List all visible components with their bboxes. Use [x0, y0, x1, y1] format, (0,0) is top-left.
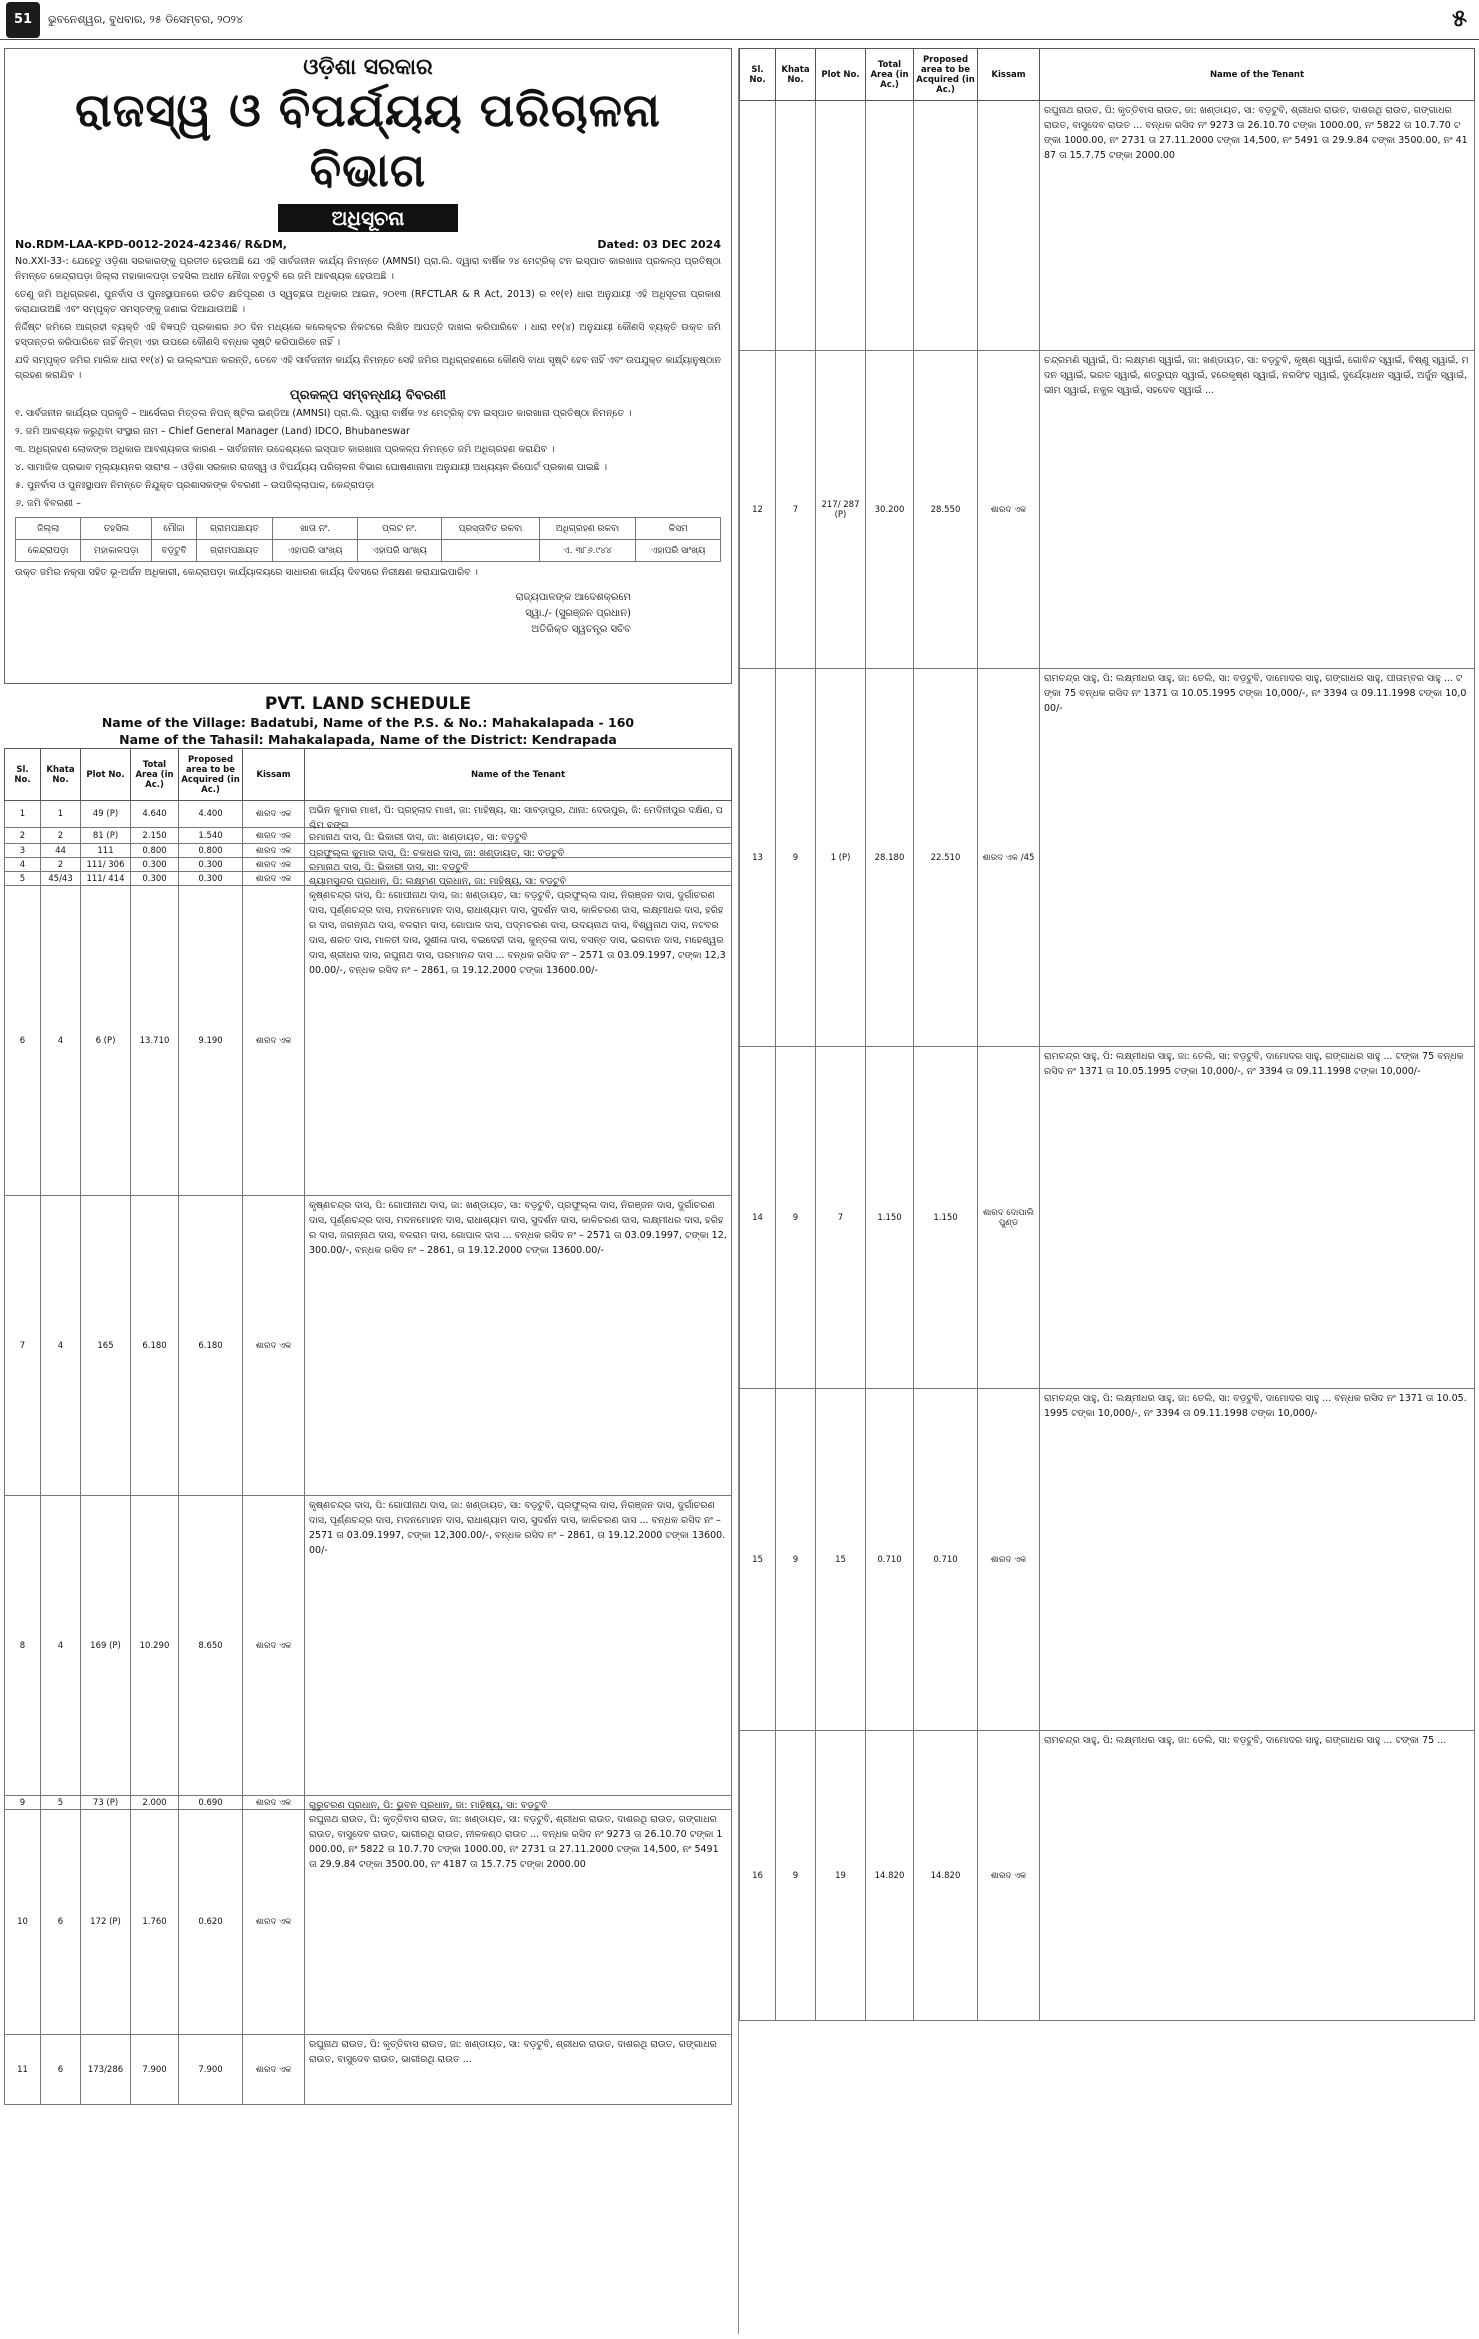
khata-no-cell: 6 [41, 1810, 81, 2035]
schedule-header-row [740, 49, 1475, 101]
proposed-area-cell: 14.820 [914, 1731, 978, 2021]
proposed-area-cell: 8.650 [179, 1496, 243, 1796]
column-header: Kissam [243, 749, 305, 801]
land-summary-cell: ଜିଲ୍ଲା [16, 518, 81, 540]
notification-block [4, 48, 732, 684]
total-area-cell: 4.640 [131, 801, 179, 828]
column-header: Sl. No. [5, 749, 41, 801]
left-column [4, 48, 732, 2334]
column-header: Total Area (in Ac.) [866, 49, 914, 101]
plot-no-cell: 49 (P) [81, 801, 131, 828]
kissam-cell: ଶାରଦ ଏକ [978, 1389, 1040, 1731]
tenant-cell [305, 1810, 732, 2035]
kissam-cell: ଶାରଦ ଏକ [243, 1496, 305, 1796]
tenant-names: କୃଷ୍ଣଚନ୍ଦ୍ର ଦାସ, ପି: ଗୋପୀନାଥ ଦାସ, ଜା: ଖଣ୍ଡାୟତ, ସା: ବଡ଼ଟୁବି, ପ୍ରଫୁଲ୍ଲ ଦାସ, ନିରଞ୍ଜନ ଦାସ, ଦୁର୍ଗାଚରଣ ଦାସ, ପୂର୍ଣ୍ଣଚନ୍ଦ୍ର ଦାସ, ମଦନମୋହନ ଦାସ, ରାଧାଶ୍ୟାମ ଦାସ, ସୁଦର୍ଶନ ଦାସ, କାଳିଚରଣ ଦାସ, ଲକ୍ଷ୍ମୀଧର ଦାସ, ହରିହର ଦାସ, ଜଗନ୍ନାଥ ଦାସ, ବଳରାମ ଦାସ, ଗୋପାଳ ଦାସ ... ବନ୍ଧକ ରସିଦ ନଂ – 2571 ତା 03.09.1997, ଟଙ୍କା 12,300.00/-, ବନ୍ଧକ ରସିଦ ନଂ – 2861, ତା 19.12.2000 ଟଙ୍କା 13600.00/- [309, 1200, 727, 1256]
khata-no-cell: 9 [776, 1047, 816, 1389]
notice-paragraph: No.XXI-33-: ଯେହେତୁ ଓଡ଼ିଶା ସରକାରଙ୍କୁ ପ୍ରତୀତ ହେଉଅଛି ଯେ ଏହି ସାର୍ବଜନୀନ କାର୍ଯ୍ୟ ନିମନ୍ତେ (AMNSI) ପ୍ରା.ଲି. ଦ୍ୱାରା ବାର୍ଷିକ ୨୪ ମେଟ୍ରିକ୍ ଟନ ଇସ୍ପାତ କାରଖାନା ପ୍ରକଳ୍ପ ପ୍ରତିଷ୍ଠା ନିମନ୍ତେ କେନ୍ଦ୍ରାପଡ଼ା ଜିଲ୍ଲା ମହାକାଳପଡ଼ା ତହସିଲ ଅଧୀନ ମୌଜା ବଡ଼ଟୁବି ରେ ଜମି ଆବଶ୍ୟକ ହେଉଅଛି । [15, 256, 721, 282]
plot-no-cell: 169 (P) [81, 1496, 131, 1796]
tenant-names: ରଘୁନାଥ ରାଉତ, ପି: କୃତ୍ତିବାସ ରାଉତ, ଜା: ଖଣ୍ଡାୟତ, ସା: ବଡ଼ଟୁବି, ଶ୍ରୀଧର ରାଉତ, ଦାଶରଥି ରାଉତ, ଗଙ୍ଗାଧର ରାଉତ, ବାସୁଦେବ ରାଉତ, ଭାଗୀରଥି ରାଉତ, ନୀଳକଣ୍ଠ ରାଉତ ... ବନ୍ଧକ ରସିଦ ନଂ 9273 ତା 26.10.70 ଟଙ୍କା 1000.00, ନଂ 5822 ତା 10.7.70 ଟଙ୍କା 1000.00, ନଂ 2731 ତା 27.11.2000 ଟଙ୍କା 14,500, ନଂ 5491 ତା 29.9.84 ଟଙ୍କା 3500.00, ନଂ 4187 ତା 15.7.75 ଟଙ୍କା 2000.00 [309, 1814, 723, 1870]
land-summary-cell: ଏ. ୩୮୬.୯୪୪ [539, 540, 636, 562]
schedule-row [5, 858, 732, 872]
schedule-row [5, 1496, 732, 1796]
sl-no-cell [740, 101, 776, 351]
sl-no-cell: 16 [740, 1731, 776, 2021]
khata-no-cell: 4 [41, 1196, 81, 1496]
schedule-row [740, 1047, 1475, 1389]
plot-no-cell: 19 [816, 1731, 866, 2021]
tenant-cell [305, 1796, 732, 1810]
tenant-names: ରମାନାଥ ଦାସ, ପି: ଭିକାରୀ ଦାସ, ସା: ବଡ଼ଟୁବି [309, 862, 469, 873]
total-area-cell: 10.290 [131, 1496, 179, 1796]
schedule-row [5, 801, 732, 828]
tenant-names: ରାମଚନ୍ଦ୍ର ସାହୁ, ପି: ଲକ୍ଷ୍ମୀଧର ସାହୁ, ଜା: ତେଲି, ସା: ବଡ଼ଟୁବି, ଦାମୋଦର ସାହୁ, ଗଙ୍ଗାଧର ସାହୁ ... ଟଙ୍କା 75 ... [1044, 1735, 1447, 1746]
kissam-cell: ଶାରଦ ଏକ [243, 872, 305, 886]
tenant-cell [1040, 1389, 1475, 1731]
sl-no-cell: 8 [5, 1496, 41, 1796]
land-summary-cell: ଗ୍ରାମପଞ୍ଚାୟତ [196, 540, 273, 562]
khata-no-cell: 9 [776, 1731, 816, 2021]
department-name: ରାଜସ୍ୱ ଓ ବିପର୍ଯ୍ୟୟ ପରିଚାଳନା ବିଭାଗ [75, 83, 661, 197]
tenant-names: ଗୁରୁଚରଣ ପ୍ରଧାନ, ପି: ଭୁବନ ପ୍ରଧାନ, ଜା: ମାହିଷ୍ୟ, ସା: ବଡ଼ଟୁବି [309, 1800, 548, 1811]
summary-title: ପ୍ରକଳ୍ପ ସମ୍ବନ୍ଧୀୟ ବିବରଣୀ [290, 388, 446, 403]
proposed-area-cell: 4.400 [179, 801, 243, 828]
land-summary-cell: ଖାତା ନଂ. [273, 518, 357, 540]
schedule-row [5, 1796, 732, 1810]
tenant-cell [305, 1496, 732, 1796]
proposed-area-cell: 1.150 [914, 1047, 978, 1389]
total-area-cell: 2.000 [131, 1796, 179, 1810]
signature-line: ରାଜ୍ୟପାଳଙ୍କ ଆଦେଶକ୍ରମେ [515, 592, 631, 603]
proposed-area-cell: 0.300 [179, 858, 243, 872]
total-area-cell: 13.710 [131, 886, 179, 1196]
kissam-cell: ଶାରଦ ଦୋପାଲି ପୁଣ୍ଡ [978, 1047, 1040, 1389]
tenant-cell [305, 858, 732, 872]
sl-no-cell: 4 [5, 858, 41, 872]
total-area-cell: 6.180 [131, 1196, 179, 1496]
sl-no-cell: 5 [5, 872, 41, 886]
column-header: Khata No. [41, 749, 81, 801]
proposed-area-cell [914, 101, 978, 351]
sl-no-cell: 12 [740, 351, 776, 669]
tenant-cell [305, 828, 732, 844]
schedule-header-row [5, 749, 732, 801]
schedule-row [5, 1810, 732, 2035]
signature-line: ଅତିରିକ୍ତ ସ୍ୱତନ୍ତ୍ର ସଚିବ [531, 624, 631, 635]
notice-paragraph: ନିର୍ଦ୍ଦିଷ୍ଟ ଜମିରେ ଆଗ୍ରହୀ ବ୍ୟକ୍ତି ଏହି ବିଜ୍ଞପ୍ତି ପ୍ରକାଶର ୬୦ ଦିନ ମଧ୍ୟରେ କଲେକ୍ଟର ନିକଟରେ ଲିଖିତ ଆପତ୍ତି ଦାଖଲ କରିପାରିବେ । ଧାରା ୧୧(୪) ଅନୁଯାୟୀ କୌଣସି ବ୍ୟକ୍ତି ଉକ୍ତ ଜମି ହସ୍ତାନ୍ତର କରିପାରିବେ ନାହିଁ କିମ୍ବା ଏହା ଉପରେ କୌଣସି ବନ୍ଧକ ସୃଷ୍ଟି କରିପାରିବେ ନାହିଁ । [15, 322, 721, 348]
plot-no-cell: 173/286 [81, 2035, 131, 2105]
khata-no-cell: 6 [41, 2035, 81, 2105]
plot-no-cell [816, 101, 866, 351]
plot-no-cell: 172 (P) [81, 1810, 131, 2035]
schedule-row [740, 1389, 1475, 1731]
land-summary-cell: ତହସିଲ [81, 518, 152, 540]
khata-no-cell: 1 [41, 801, 81, 828]
plot-no-cell: 111 [81, 844, 131, 858]
proposed-area-cell: 1.540 [179, 828, 243, 844]
kissam-cell: ଶାରଦ ଏକ /45 [978, 669, 1040, 1047]
khata-no-cell: 2 [41, 858, 81, 872]
khata-no-cell: 9 [776, 1389, 816, 1731]
column-header: Plot No. [816, 49, 866, 101]
signature-line: ସ୍ୱା./- (ସୁରଞ୍ଜନ ପ୍ରଧାନ) [525, 608, 631, 619]
proposed-area-cell: 7.900 [179, 2035, 243, 2105]
schedule-title: PVT. LAND SCHEDULE [264, 694, 472, 714]
land-summary-row [16, 540, 721, 562]
proposed-area-cell: 0.690 [179, 1796, 243, 1810]
kissam-cell: ଶାରଦ ଏକ [243, 1196, 305, 1496]
proposed-area-cell: 0.620 [179, 1810, 243, 2035]
sl-no-cell: 14 [740, 1047, 776, 1389]
total-area-cell: 1.760 [131, 1810, 179, 2035]
plot-no-cell: 15 [816, 1389, 866, 1731]
plot-no-cell: 165 [81, 1196, 131, 1496]
proposed-area-cell: 6.180 [179, 1196, 243, 1496]
sl-no-cell: 1 [5, 801, 41, 828]
tenant-cell [305, 2035, 732, 2105]
kissam-cell: ଶାରଦ ଏକ [243, 801, 305, 828]
tenant-names: ରାମଚନ୍ଦ୍ର ସାହୁ, ପି: ଲକ୍ଷ୍ମୀଧର ସାହୁ, ଜା: ତେଲି, ସା: ବଡ଼ଟୁବି, ଦାମୋଦର ସାହୁ, ଗଙ୍ଗାଧର ସାହୁ ... ଟଙ୍କା 75 ବନ୍ଧକ ରସିଦ ନଂ 1371 ତା 10.05.1995 ଟଙ୍କା 10,000/-, ନଂ 3394 ତା 09.11.1998 ଟଙ୍କା 10,000/- [1044, 1051, 1464, 1077]
tenant-names: ଚନ୍ଦ୍ରମଣି ସ୍ୱାଇଁ, ପି: ଲକ୍ଷ୍ମଣ ସ୍ୱାଇଁ, ଜା: ଖଣ୍ଡାୟତ, ସା: ବଡ଼ଟୁବି, କୃଷ୍ଣ ସ୍ୱାଇଁ, ଗୋବିନ୍ଦ ସ୍ୱାଇଁ, ବିଷ୍ଣୁ ସ୍ୱାଇଁ, ମଦନ ସ୍ୱାଇଁ, ଭରତ ସ୍ୱାଇଁ, ଶତ୍ରୁଘ୍ନ ସ୍ୱାଇଁ, ହରେକୃଷ୍ଣ ସ୍ୱାଇଁ, ନରସିଂହ ସ୍ୱାଇଁ, ଦୁର୍ଯ୍ୟୋଧନ ସ୍ୱାଇଁ, ଅର୍ଜୁନ ସ୍ୱାଇଁ, ଭୀମ ସ୍ୱାଇଁ, ନକୁଳ ସ୍ୱାଇଁ, ସହଦେବ ସ୍ୱାଇଁ ... [1044, 355, 1469, 396]
schedule-row [740, 1731, 1475, 2021]
khata-no-cell: 4 [41, 886, 81, 1196]
land-summary-cell: କେନ୍ଦ୍ରାପଡ଼ା [16, 540, 81, 562]
land-summary-cell: ଅଧିଗ୍ରହଣ ରକବା [539, 518, 636, 540]
reference-line [15, 238, 721, 251]
masthead [0, 0, 1479, 40]
tenant-cell [1040, 1047, 1475, 1389]
schedule-row [5, 828, 732, 844]
tenant-cell [305, 886, 732, 1196]
government-name: ଓଡ଼ିଶା ସରକାର [303, 55, 433, 80]
khata-no-cell: 4 [41, 1496, 81, 1796]
land-summary-cell: ମହାକାଳପଡ଼ା [81, 540, 152, 562]
notice-paragraph: ଯଦି ସମ୍ପୃକ୍ତ ଜମିର ମାଲିକ ଧାରା ୧୧(୪) ର ଉଲ୍ଲଂଘନ କରନ୍ତି, ତେବେ ଏହି ସାର୍ବଜନୀନ କାର୍ଯ୍ୟ ନିମନ୍ତେ ସେହି ଜମିର ଅଧିଗ୍ରହଣରେ କୌଣସି ବାଧା ସୃଷ୍ଟି ହେବ ନାହିଁ ଏବଂ ଉପଯୁକ୍ତ କାର୍ଯ୍ୟାନୁଷ୍ଠାନ ଗ୍ରହଣ କରାଯିବ । [15, 355, 721, 381]
khata-no-cell: 7 [776, 351, 816, 669]
dateline: ଭୁବନେଶ୍ୱର, ବୁଧବାର, ୨୫ ଡିସେମ୍ବର, ୨୦୨୪ [48, 13, 244, 26]
tenant-names: ପ୍ରଫୁଲ୍ଲ କୁମାର ଦାସ, ପି: ଚକଧର ଦାସ, ଜା: ଖଣ୍ଡାୟତ, ସା: ବଡ଼ଟୁବି [309, 848, 565, 859]
total-area-cell: 0.800 [131, 844, 179, 858]
total-area-cell [866, 101, 914, 351]
plot-no-cell: 7 [816, 1047, 866, 1389]
tenant-cell [1040, 1731, 1475, 2021]
kissam-cell [978, 101, 1040, 351]
schedule-village-line: Name of the Village: Badatubi, Name of the P.S. & No.: Mahakalapada - 160 [101, 715, 635, 730]
land-summary-cell: କିସମ [636, 518, 721, 540]
land-summary-cell: ଗ୍ରାମପଞ୍ଚାୟତ [196, 518, 273, 540]
column-header: Khata No. [776, 49, 816, 101]
total-area-cell: 28.180 [866, 669, 914, 1047]
schedule-row [5, 844, 732, 858]
plot-no-cell: 81 (P) [81, 828, 131, 844]
schedule-row [5, 1196, 732, 1496]
kissam-cell: ଶାରଦ ଏକ [978, 351, 1040, 669]
page-number: ୫ [1452, 4, 1467, 32]
kissam-cell: ଶାରଦ ଏକ [243, 858, 305, 872]
proposed-area-cell: 22.510 [914, 669, 978, 1047]
schedule-row [5, 886, 732, 1196]
plot-no-cell: 73 (P) [81, 1796, 131, 1810]
total-area-cell: 30.200 [866, 351, 914, 669]
proposed-area-cell: 0.300 [179, 872, 243, 886]
tenant-names: ରାମଚନ୍ଦ୍ର ସାହୁ, ପି: ଲକ୍ଷ୍ମୀଧର ସାହୁ, ଜା: ତେଲି, ସା: ବଡ଼ଟୁବି, ଦାମୋଦର ସାହୁ, ଗଙ୍ଗାଧର ସାହୁ, ପୀତାମ୍ବର ସାହୁ ... ଟଙ୍କା 75 ବନ୍ଧକ ରସିଦ ନଂ 1371 ତା 10.05.1995 ଟଙ୍କା 10,000/-, ନଂ 3394 ତା 09.11.1998 ଟଙ୍କା 10,000/- [1044, 673, 1467, 714]
kissam-cell: ଶାରଦ ଏକ [243, 1796, 305, 1810]
sl-no-cell: 6 [5, 886, 41, 1196]
schedule-row [740, 669, 1475, 1047]
tenant-names: ରଘୁନାଥ ରାଉତ, ପି: କୃତ୍ତିବାସ ରାଉତ, ଜା: ଖଣ୍ଡାୟତ, ସା: ବଡ଼ଟୁବି, ଶ୍ରୀଧର ରାଉତ, ଦାଶରଥି ରାଉତ, ଗଙ୍ଗାଧର ରାଉତ, ବାସୁଦେବ ରାଉତ, ଭାଗୀରଥି ରାଉତ ... [309, 2039, 717, 2065]
summary-point: ୬. ଜମି ବିବରଣୀ – [15, 498, 81, 509]
plot-no-cell: 1 (P) [816, 669, 866, 1047]
schedule-heading [4, 694, 732, 748]
land-summary-cell [442, 540, 539, 562]
sl-no-cell: 15 [740, 1389, 776, 1731]
land-summary-cell: ଏହାପରି ସାଂଖ୍ୟ [636, 540, 721, 562]
column-header: Total Area (in Ac.) [131, 749, 179, 801]
column-header: Name of the Tenant [1040, 49, 1475, 101]
kissam-cell: ଶାରଦ ଏକ [978, 1731, 1040, 2021]
tenant-cell [305, 1196, 732, 1496]
sl-no-cell: 9 [5, 1796, 41, 1810]
khata-no-cell [776, 101, 816, 351]
column-header: Sl. No. [740, 49, 776, 101]
plot-no-cell: 111/ 306 [81, 858, 131, 872]
land-schedule-table-continued [739, 48, 1475, 2021]
land-summary-header-row [16, 518, 721, 540]
schedule-row [5, 2035, 732, 2105]
tenant-cell [1040, 101, 1475, 351]
column-header: Proposed area to be Acquired (in Ac.) [179, 749, 243, 801]
sl-no-cell: 10 [5, 1810, 41, 2035]
proposed-area-cell: 0.800 [179, 844, 243, 858]
khata-no-cell: 5 [41, 1796, 81, 1810]
khata-no-cell: 44 [41, 844, 81, 858]
proposed-area-cell: 28.550 [914, 351, 978, 669]
newspaper-logo: 51 [6, 2, 40, 38]
right-column [738, 48, 1475, 2334]
total-area-cell: 0.710 [866, 1389, 914, 1731]
kissam-cell: ଶାରଦ ଏକ [243, 2035, 305, 2105]
land-summary-table [15, 517, 721, 562]
notice-paragraph: ତେଣୁ ଜମି ଅଧିଗ୍ରହଣ, ପୁନର୍ବାସ ଓ ପୁନଃସ୍ଥାପନରେ ଉଚିତ କ୍ଷତିପୂରଣ ଓ ସ୍ୱଚ୍ଛତା ଅଧିକାର ଆଇନ, ୨୦୧୩ (RFCTLAR & R Act, 2013) ର ୧୧(୧) ଧାରା ଅନୁଯାୟୀ ଏହି ଅଧିସୂଚନା ପ୍ରକାଶ କରାଯାଉଅଛି ଏବଂ ସମ୍ପୃକ୍ତ ସମସ୍ତଙ୍କୁ ଜଣାଇ ଦିଆଯାଉଅଛି । [15, 289, 721, 315]
column-header: Name of the Tenant [305, 749, 732, 801]
summary-point: ୧. ସାର୍ବଜନୀନ କାର୍ଯ୍ୟର ପ୍ରକୃତି – ଆର୍ସେଲର ମିତ୍ତଲ ନିପନ୍ ଷ୍ଟିଲ ଇଣ୍ଡିଆ (AMNSI) ପ୍ରା.ଲି. ଦ୍ୱାରା ବାର୍ଷିକ ୨୪ ମେଟ୍ରିକ୍ ଟନ ଇସ୍ପାତ କାରଖାନା ପ୍ରତିଷ୍ଠା ନିମନ୍ତେ । [15, 408, 632, 419]
kissam-cell: ଶାରଦ ଏକ [243, 1810, 305, 2035]
kissam-cell: ଶାରଦ ଏକ [243, 844, 305, 858]
tenant-cell [305, 872, 732, 886]
tenant-names: କୃଷ୍ଣଚନ୍ଦ୍ର ଦାସ, ପି: ଗୋପୀନାଥ ଦାସ, ଜା: ଖଣ୍ଡାୟତ, ସା: ବଡ଼ଟୁବି, ପ୍ରଫୁଲ୍ଲ ଦାସ, ନିରଞ୍ଜନ ଦାସ, ଦୁର୍ଗାଚରଣ ଦାସ, ପୂର୍ଣ୍ଣଚନ୍ଦ୍ର ଦାସ, ମଦନମୋହନ ଦାସ, ରାଧାଶ୍ୟାମ ଦାସ, ସୁଦର୍ଶନ ଦାସ, କାଳିଚରଣ ଦାସ ... ବନ୍ଧକ ରସିଦ ନଂ – 2571 ତା 03.09.1997, ଟଙ୍କା 12,300.00/-, ବନ୍ଧକ ରସିଦ ନଂ – 2861, ତା 19.12.2000 ଟଙ୍କା 13600.00/- [309, 1500, 726, 1556]
total-area-cell: 0.300 [131, 872, 179, 886]
sl-no-cell: 2 [5, 828, 41, 844]
plot-no-cell: 111/ 414 [81, 872, 131, 886]
tenant-names: ରାମଚନ୍ଦ୍ର ସାହୁ, ପି: ଲକ୍ଷ୍ମୀଧର ସାହୁ, ଜା: ତେଲି, ସା: ବଡ଼ଟୁବି, ଦାମୋଦର ସାହୁ ... ବନ୍ଧକ ରସିଦ ନଂ 1371 ତା 10.05.1995 ଟଙ୍କା 10,000/-, ନଂ 3394 ତା 09.11.1998 ଟଙ୍କା 10,000/- [1044, 1393, 1467, 1419]
land-schedule-table [4, 748, 732, 2105]
column-header: Proposed area to be Acquired (in Ac.) [914, 49, 978, 101]
tenant-names: ଶ୍ୟାମସୁନ୍ଦର ପ୍ରଧାନ, ପି: ଲକ୍ଷ୍ମଣ ପ୍ରଧାନ, ଜା: ମାହିଷ୍ୟ, ସା: ବଡ଼ଟୁବି [309, 876, 567, 887]
khata-no-cell: 45/43 [41, 872, 81, 886]
sl-no-cell: 11 [5, 2035, 41, 2105]
summary-point: ୩. ଅଧିଗ୍ରହଣ ଲୋକଙ୍କ ଅଧିକାର ଆବଶ୍ୟକତା କାରଣ – ସାର୍ବଜନୀନ ଉଦ୍ଦେଶ୍ୟରେ ଇସ୍ପାତ କାରଖାନା ପ୍ରକଳ୍ପ ନିମନ୍ତେ ଜମି ଅଧିଗ୍ରହଣ କରାଯିବ । [15, 444, 555, 455]
closing-paragraph: ଉକ୍ତ ଜମିର ନକ୍ସା ସହିତ ଭୂ-ଅର୍ଜନ ଅଧିକାରୀ, କେନ୍ଦ୍ରାପଡ଼ା କାର୍ଯ୍ୟାଳୟରେ ସାଧାରଣ କାର୍ଯ୍ୟ ଦିବସରେ ନିରୀକ୍ଷଣ କରାଯାଇପାରିବ । [15, 567, 478, 578]
reference-number: No.RDM-LAA-KPD-0012-2024-42346/ R&DM, [15, 238, 287, 251]
sl-no-cell: 3 [5, 844, 41, 858]
tenant-names: କୃଷ୍ଣଚନ୍ଦ୍ର ଦାସ, ପି: ଗୋପୀନାଥ ଦାସ, ଜା: ଖଣ୍ଡାୟତ, ସା: ବଡ଼ଟୁବି, ପ୍ରଫୁଲ୍ଲ ଦାସ, ନିରଞ୍ଜନ ଦାସ, ଦୁର୍ଗାଚରଣ ଦାସ, ପୂର୍ଣ୍ଣଚନ୍ଦ୍ର ଦାସ, ମଦନମୋହନ ଦାସ, ରାଧାଶ୍ୟାମ ଦାସ, ସୁଦର୍ଶନ ଦାସ, କାଳିଚରଣ ଦାସ, ଲକ୍ଷ୍ମୀଧର ଦାସ, ହରିହର ଦାସ, ଜଗନ୍ନାଥ ଦାସ, ବଳରାମ ଦାସ, ଗୋପାଳ ଦାସ, ପଦ୍ମଚରଣ ଦାସ, ଉଦୟନାଥ ଦାସ, ବିଶ୍ୱନାଥ ଦାସ, ନଟବର ଦାସ, ଶରତ ଦାସ, ମାଳତୀ ଦାସ, ସୁଶୀଳା ଦାସ, ବଇଦେହୀ ଦାସ, କୁନ୍ତଳା ଦାସ, ବସନ୍ତ ଦାସ, ଭଗବାନ ଦାସ, ମହେଶ୍ୱର ଦାସ, ଶ୍ରୀଧର ଦାସ, ରଘୁନାଥ ଦାସ, ପରମାନନ୍ଦ ଦାସ ... ବନ୍ଧକ ରସିଦ ନଂ – 2571 ତା 03.09.1997, ଟଙ୍କା 12,300.00/-, ବନ୍ଧକ ରସିଦ ନଂ – 2861, ତା 19.12.2000 ଟଙ୍କା 13600.00/- [309, 890, 726, 976]
plot-no-cell: 6 (P) [81, 886, 131, 1196]
total-area-cell: 1.150 [866, 1047, 914, 1389]
schedule-row [740, 351, 1475, 669]
tenant-cell [1040, 669, 1475, 1047]
total-area-cell: 2.150 [131, 828, 179, 844]
plot-no-cell: 217/ 287 (P) [816, 351, 866, 669]
sl-no-cell: 7 [5, 1196, 41, 1496]
khata-no-cell: 2 [41, 828, 81, 844]
tenant-names: ରମାନାଥ ଦାସ, ପି: ଭିକାରୀ ଦାସ, ଜା: ଖଣ୍ଡାୟତ, ସା: ବଡ଼ଟୁବି [309, 832, 528, 843]
total-area-cell: 0.300 [131, 858, 179, 872]
tenant-cell [1040, 351, 1475, 669]
land-summary-cell: ବଡ଼ଟୁବି [152, 540, 196, 562]
land-summary-cell: ଏହାପରି ସାଂଖ୍ୟ [357, 540, 441, 562]
kissam-cell: ଶାରଦ ଏକ [243, 886, 305, 1196]
schedule-tahasil-line: Name of the Tahasil: Mahakalapada, Name of the District: Kendrapada [119, 732, 617, 747]
total-area-cell: 7.900 [131, 2035, 179, 2105]
summary-point: ୨. ଜମି ଆବଶ୍ୟକ କରୁଥିବା ସଂସ୍ଥାର ନାମ – Chief General Manager (Land) IDCO, Bhubaneswar [15, 426, 410, 437]
schedule-row [740, 101, 1475, 351]
proposed-area-cell: 0.710 [914, 1389, 978, 1731]
sl-no-cell: 13 [740, 669, 776, 1047]
summary-point: ୫. ପୁନର୍ବାସ ଓ ପୁନଃସ୍ଥାପନ ନିମନ୍ତେ ନିଯୁକ୍ତ ପ୍ରଶାସକଙ୍କ ବିବରଣୀ – ଉପଜିଲ୍ଲାପାଳ, କେନ୍ଦ୍ରାପଡ଼ା [15, 480, 375, 491]
column-header: Kissam [978, 49, 1040, 101]
tenant-names: ଅଭିନ କୁମାର ମାଝୀ, ପି: ପ୍ରହ୍ଲାଦ ମାଝୀ, ଜା: ମାହିଷ୍ୟ, ସା: ସାବଡ଼ାପୁର, ଥାନା: ଦେଉପୁର, ଜି: ମେଦିନୀପୁର ଦକ୍ଷିଣ, ପଶ୍ଚିମ ବଙ୍ଗ [309, 805, 723, 831]
schedule-row [5, 872, 732, 886]
notification-title: ଅଧିସୂଚନା [278, 204, 458, 232]
tenant-names: ରଘୁନାଥ ରାଉତ, ପି: କୃତ୍ତିବାସ ରାଉତ, ଜା: ଖଣ୍ଡାୟତ, ସା: ବଡ଼ଟୁବି, ଶ୍ରୀଧର ରାଉତ, ଦାଶରଥି ରାଉତ, ଗଙ୍ଗାଧର ରାଉତ, ବାସୁଦେବ ରାଉତ ... ବନ୍ଧକ ରସିଦ ନଂ 9273 ତା 26.10.70 ଟଙ୍କା 1000.00, ନଂ 5822 ତା 10.7.70 ଟଙ୍କା 1000.00, ନଂ 2731 ତା 27.11.2000 ଟଙ୍କା 14,500, ନଂ 5491 ତା 29.9.84 ଟଙ୍କା 3500.00, ନଂ 4187 ତା 15.7.75 ଟଙ୍କା 2000.00 [1044, 105, 1468, 161]
khata-no-cell: 9 [776, 669, 816, 1047]
column-header: Plot No. [81, 749, 131, 801]
land-summary-cell: ପ୍ରସ୍ତାବିତ ରକବା [442, 518, 539, 540]
kissam-cell: ଶାରଦ ଏକ [243, 828, 305, 844]
tenant-cell [305, 844, 732, 858]
total-area-cell: 14.820 [866, 1731, 914, 2021]
proposed-area-cell: 9.190 [179, 886, 243, 1196]
tenant-cell [305, 801, 732, 831]
land-summary-cell: ଏହାପରି ସାଂଖ୍ୟ [273, 540, 357, 562]
land-summary-cell: ମୌଜା [152, 518, 196, 540]
summary-point: ୪. ସାମାଜିକ ପ୍ରଭାବ ମୂଲ୍ୟାୟନର ସାରାଂଶ – ଓଡ଼ିଶା ସରକାର ରାଜସ୍ୱ ଓ ବିପର୍ଯ୍ୟୟ ପରିଚାଳନା ବିଭାଗ ଘୋଷଣାନାମା ଅନୁଯାୟୀ ଅଧ୍ୟୟନ ରିପୋର୍ଟ ପ୍ରକାଶ ପାଇଛି । [15, 462, 607, 473]
land-summary-cell: ପ୍ଲଟ ନଂ. [357, 518, 441, 540]
notice-date: Dated: 03 DEC 2024 [597, 238, 721, 251]
signature-block [15, 590, 721, 638]
